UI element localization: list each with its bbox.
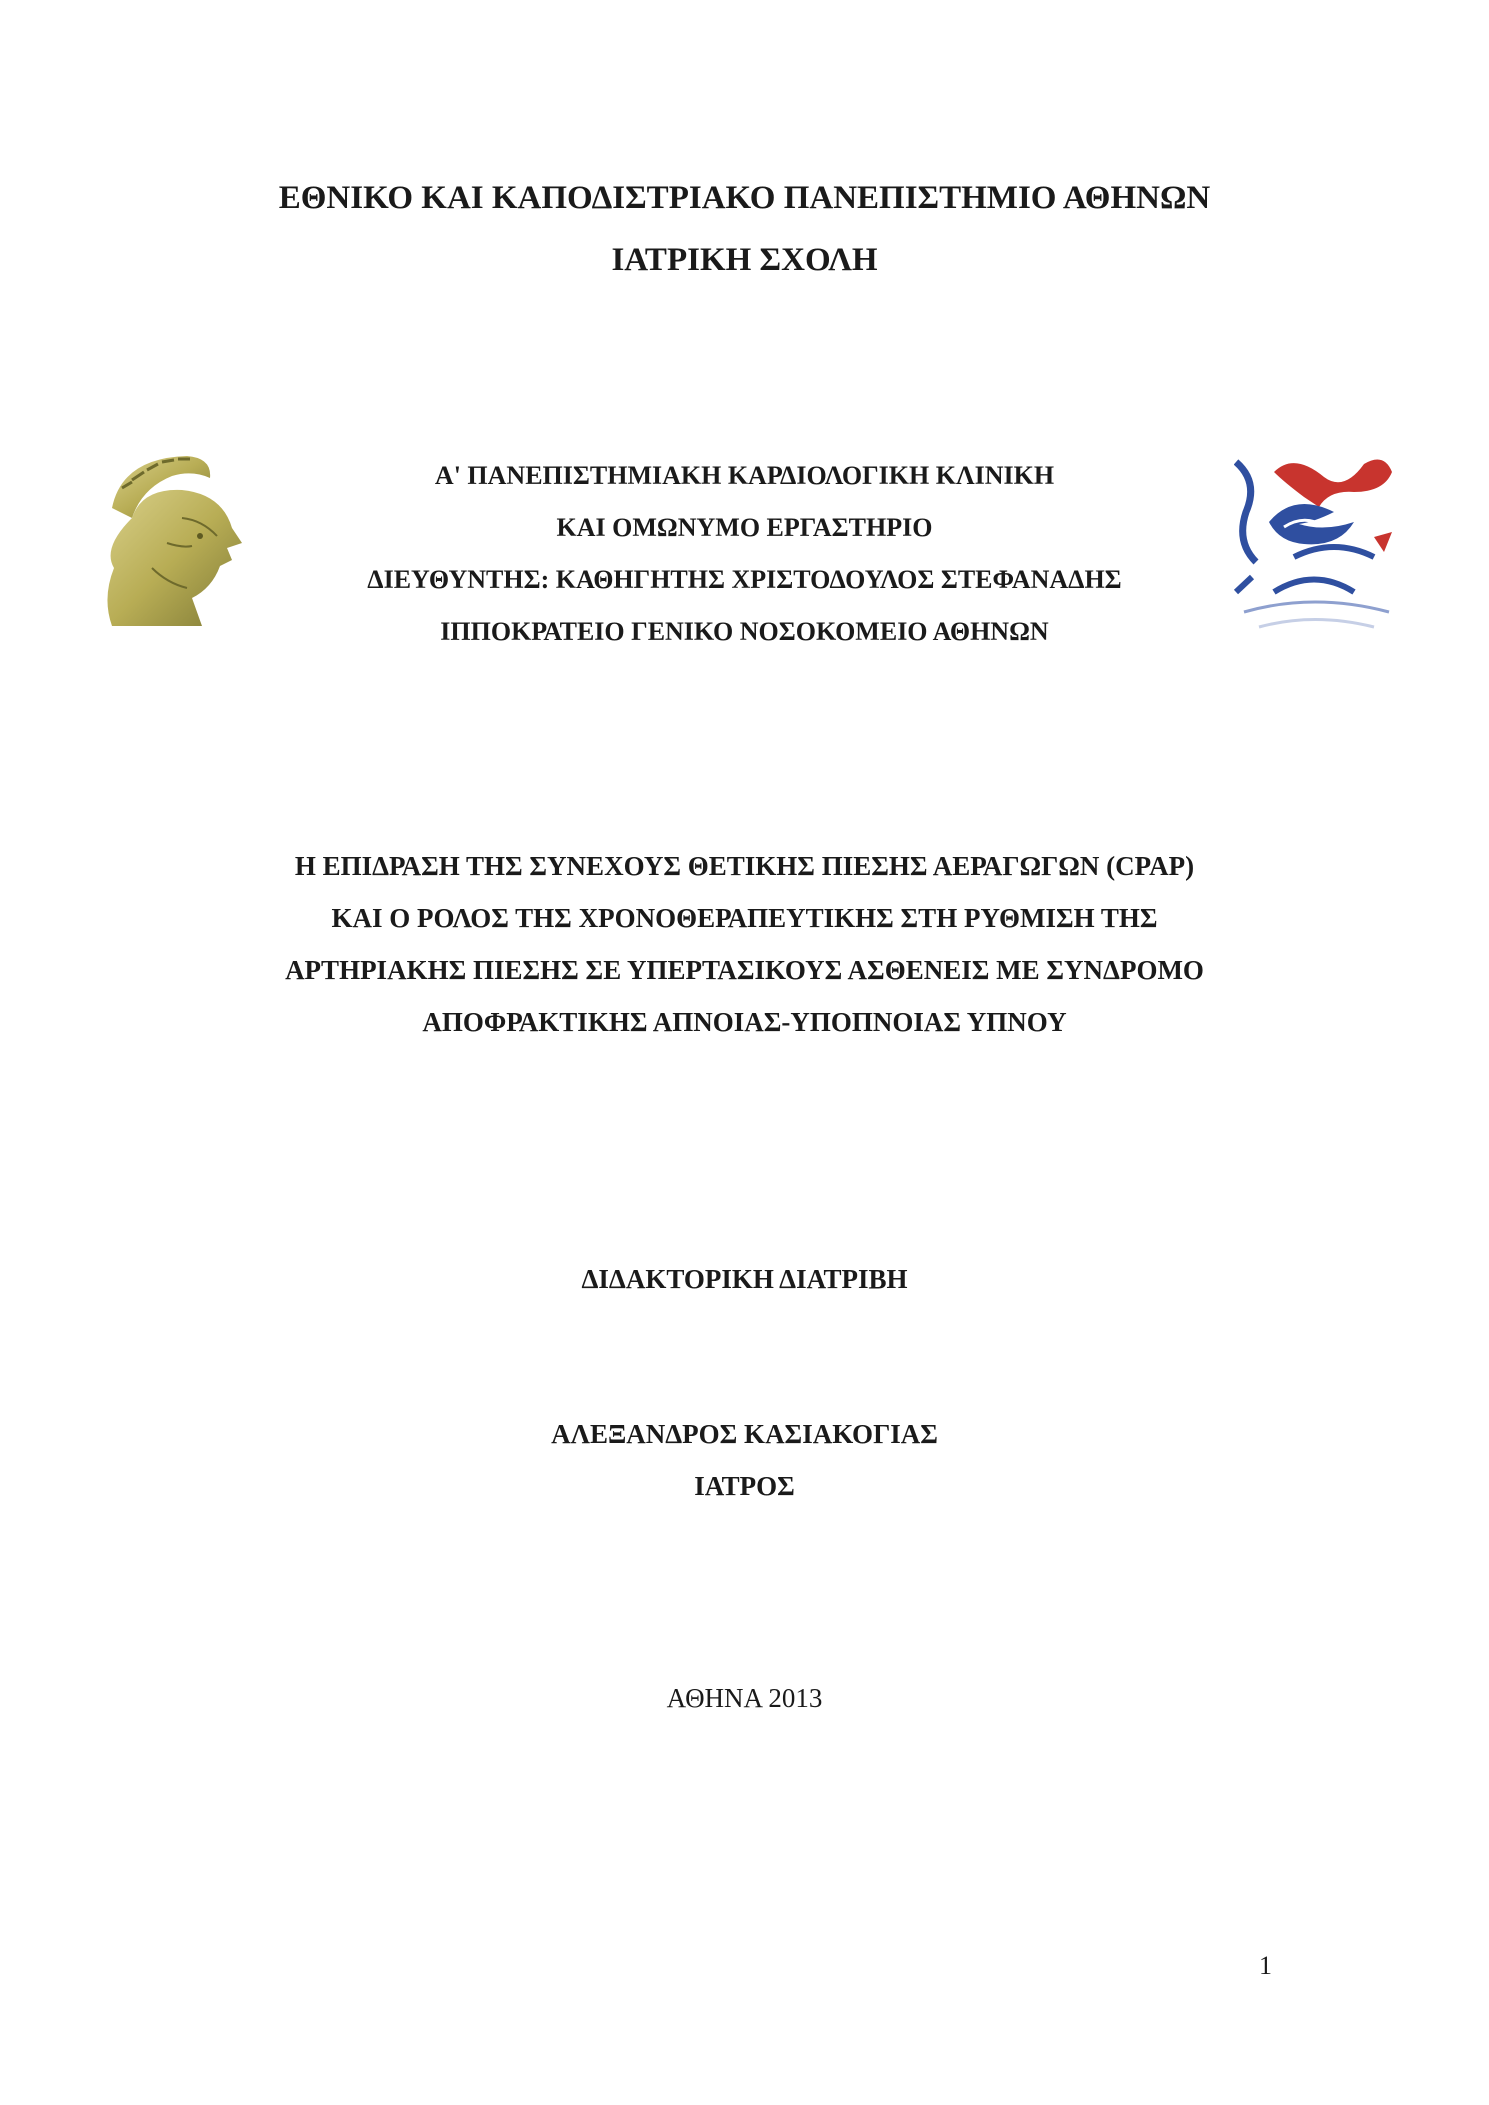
- page-number: 1: [1259, 1951, 1272, 1980]
- author-name: ΑΛΕΞΑΝΔΡΟΣ ΚΑΣΙΑΚΟΓΙΑΣ: [551, 1419, 938, 1449]
- thesis-title-line-3: ΑΡΤΗΡΙΑΚΗΣ ΠΙΕΣΗΣ ΣΕ ΥΠΕΡΤΑΣΙΚΟΥΣ ΑΣΘΕΝΕΙΣ ΜΕ ΣΥΝΔΡΟΜΟ: [285, 955, 1204, 985]
- place-year: ΑΘΗΝΑ 2013: [666, 1683, 823, 1713]
- author-title: ΙΑΤΡΟΣ: [694, 1471, 795, 1501]
- clinic-name: Α' ΠΑΝΕΠΙΣΤΗΜΙΑΚΗ ΚΑΡΔΙΟΛΟΓΙΚΗ ΚΛΙΝΙΚΗ: [434, 461, 1055, 490]
- thesis-title-line-4: ΑΠΟΦΡΑΚΤΙΚΗΣ ΑΠΝΟΙΑΣ-ΥΠΟΠΝΟΙΑΣ ΥΠΝΟΥ: [422, 1007, 1067, 1037]
- university-name: ΕΘΝΙΚΟ ΚΑΙ ΚΑΠΟΔΙΣΤΡΙΑΚΟ ΠΑΝΕΠΙΣΤΗΜΙΟ ΑΘΗΝΩΝ: [278, 180, 1211, 216]
- thesis-title-line-2: ΚΑΙ Ο ΡΟΛΟΣ ΤΗΣ ΧΡΟΝΟΘΕΡΑΠΕΥΤΙΚΗΣ ΣΤΗ ΡΥΘΜΙΣΗ ΤΗΣ: [331, 903, 1158, 933]
- hospital-name: ΙΠΠΟΚΡΑΤΕΙΟ ΓΕΝΙΚΟ ΝΟΣΟΚΟΜΕΙΟ ΑΘΗΝΩΝ: [440, 617, 1049, 646]
- clinic-director: ΔΙΕΥΘΥΝΤΗΣ: ΚΑΘΗΓΗΤΗΣ ΧΡΙΣΤΟΔΟΥΛΟΣ ΣΤΕΦΑΝΑΔΗΣ: [367, 565, 1122, 594]
- thesis-title-line-1: Η ΕΠΙΔΡΑΣΗ ΤΗΣ ΣΥΝΕΧΟΥΣ ΘΕΤΙΚΗΣ ΠΙΕΣΗΣ ΑΕΡΑΓΩΓΩΝ (CPAP): [294, 851, 1195, 881]
- school-name: ΙΑΤΡΙΚΗ ΣΧΟΛΗ: [611, 242, 878, 278]
- clinic-lab: ΚΑΙ ΟΜΩΝΥΜΟ ΕΡΓΑΣΤΗΡΙΟ: [556, 513, 933, 542]
- document-type: ΔΙΔΑΚΤΟΡΙΚΗ ΔΙΑΤΡΙΒΗ: [581, 1264, 908, 1294]
